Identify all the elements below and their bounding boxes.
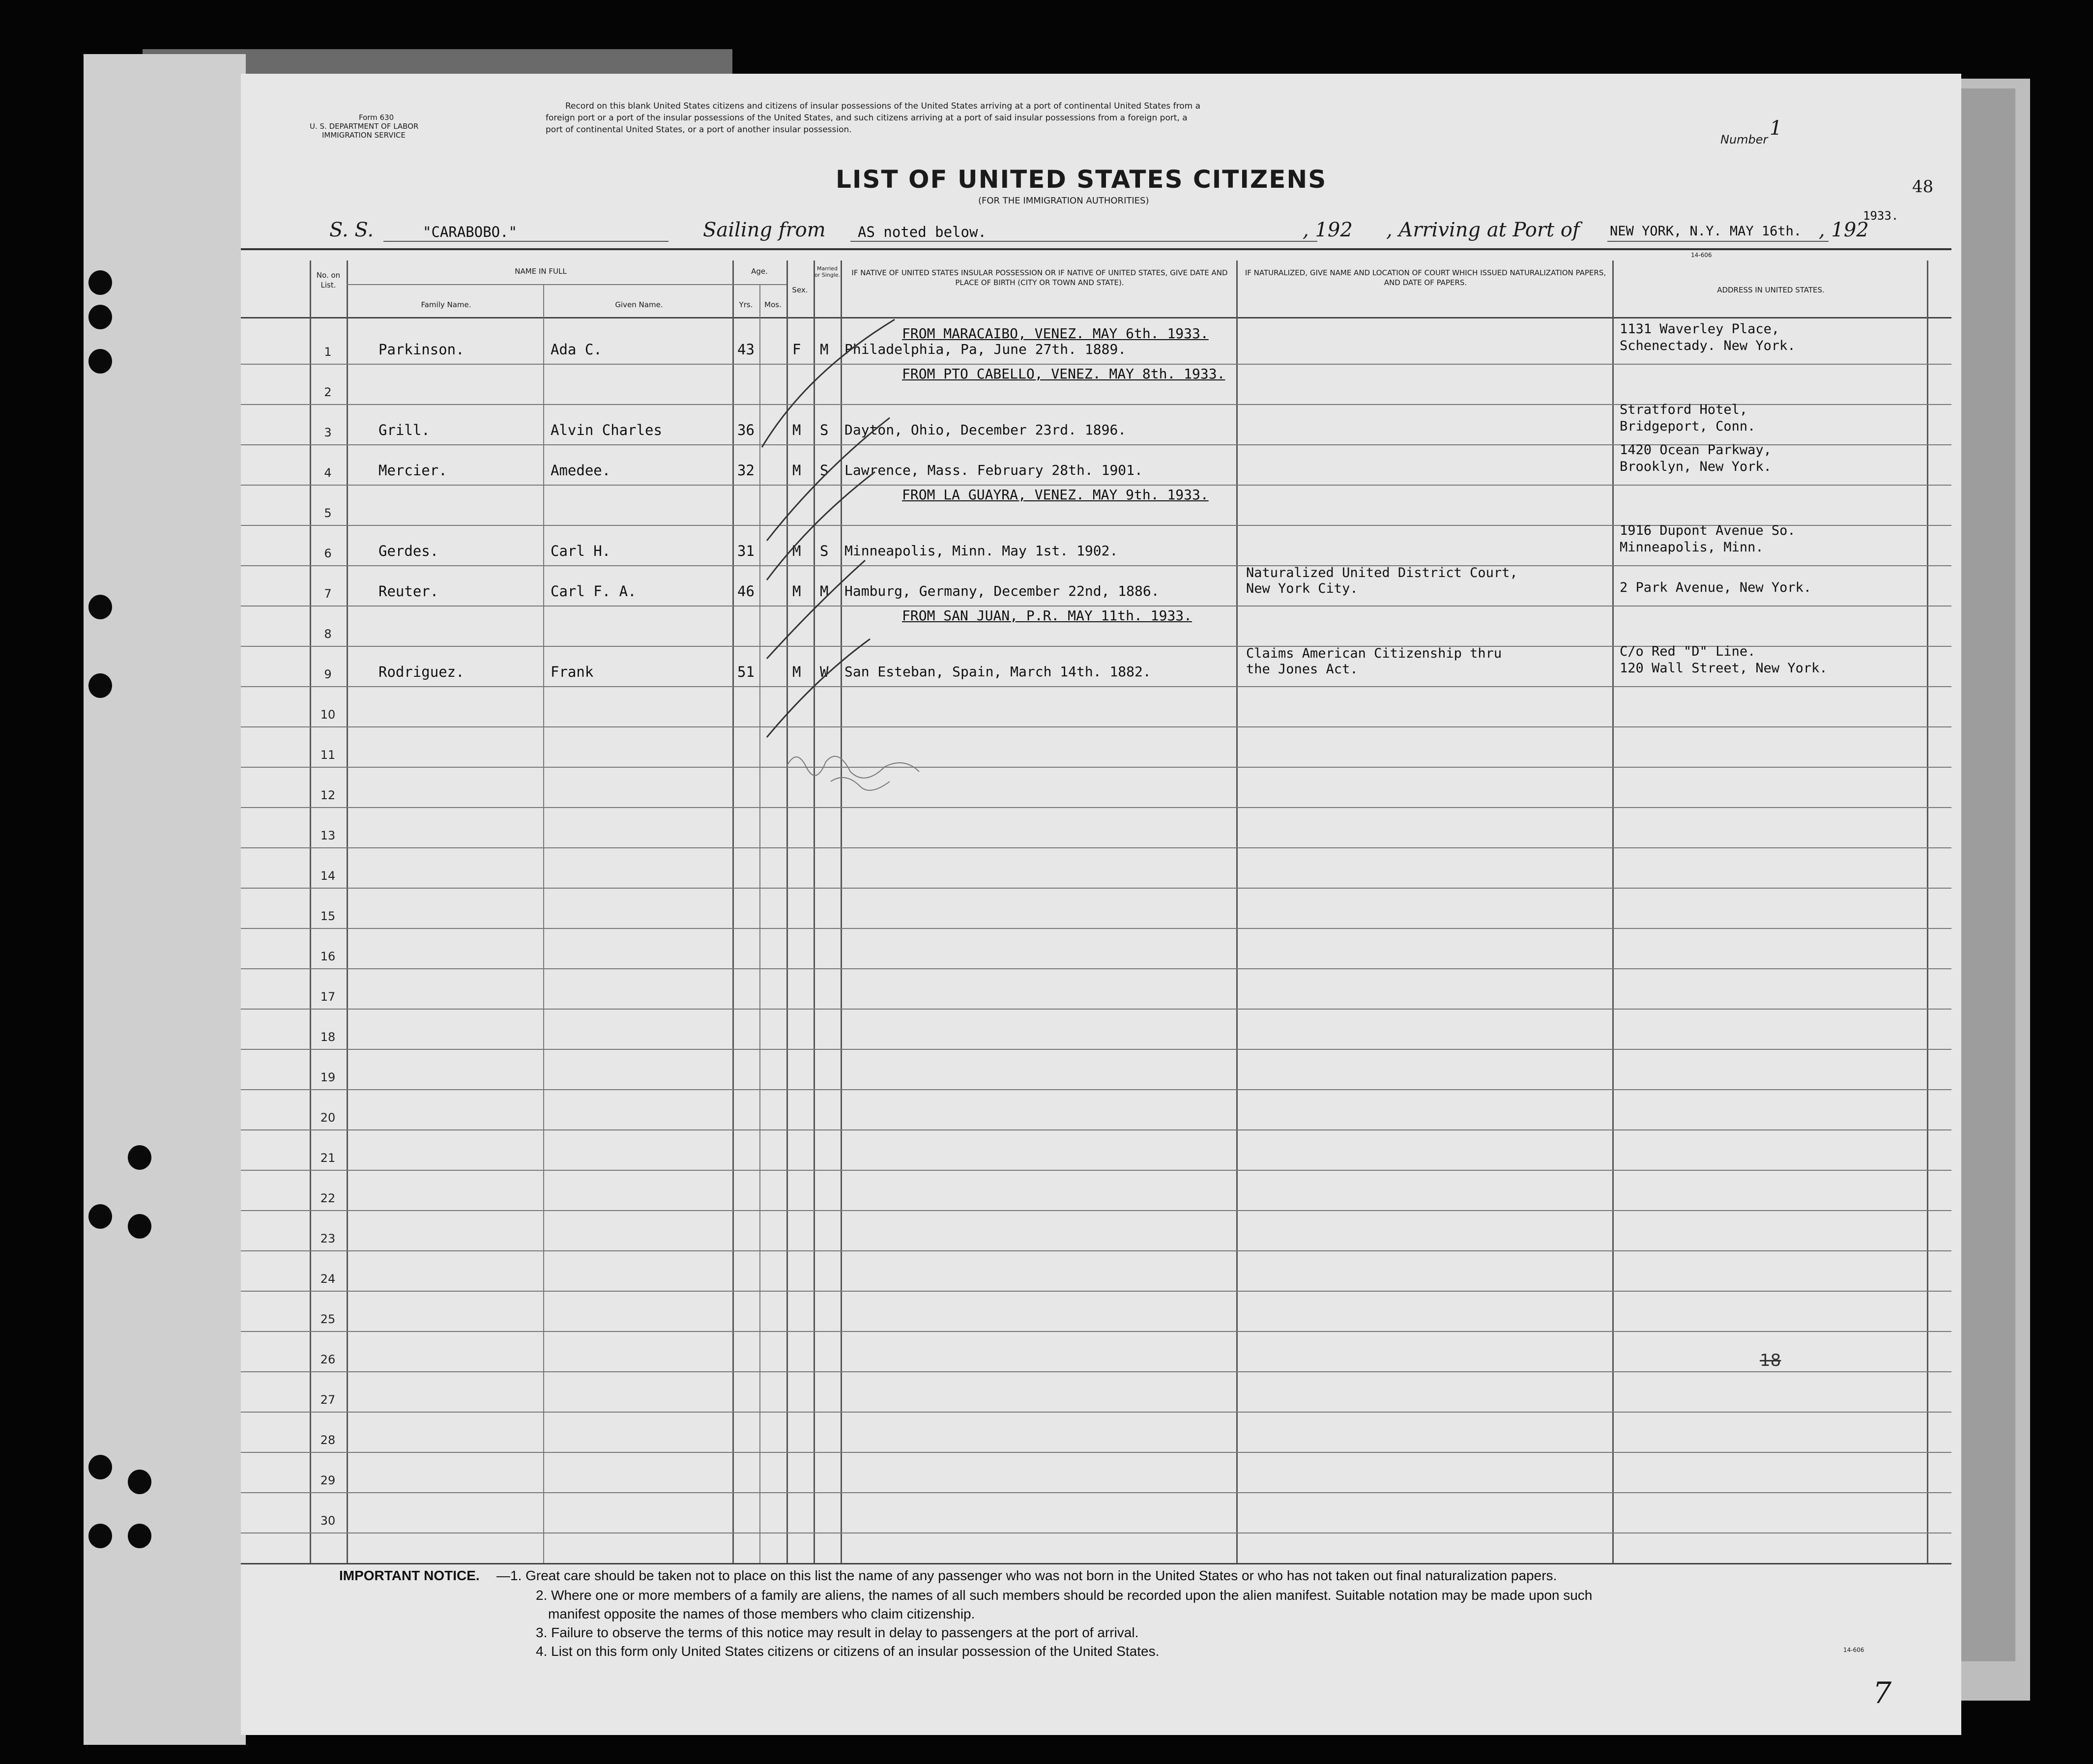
department-line: U. S. DEPARTMENT OF LABOR bbox=[310, 122, 419, 131]
row-rule bbox=[241, 928, 1951, 929]
marital-status: S bbox=[820, 422, 829, 438]
row-number: 8 bbox=[324, 627, 332, 641]
col-header-naturalized: IF NATURALIZED, GIVE NAME AND LOCATION OF COURT WHICH ISSUED NATURALIZATION PAPERS, AND DATE OF PAPERS. bbox=[1245, 268, 1606, 287]
page-subtitle: (FOR THE IMMIGRATION AUTHORITIES) bbox=[978, 196, 1149, 206]
address-line-2: 120 Wall Street, New York. bbox=[1620, 661, 1828, 676]
notice-item-3: 3. Failure to observe the terms of this notice may result in delay to passengers at the port of arrival. bbox=[536, 1625, 1139, 1640]
col-header-name: NAME IN FULL bbox=[515, 267, 567, 276]
birth-place-date: Hamburg, Germany, December 22nd, 1886. bbox=[844, 583, 1160, 599]
row-rule bbox=[241, 1452, 1951, 1453]
col-header-mos: Mos. bbox=[764, 300, 782, 309]
punch-hole-icon bbox=[128, 1470, 151, 1494]
punch-hole-icon bbox=[88, 349, 112, 374]
age-years: 36 bbox=[737, 422, 755, 438]
given-name: Ada C. bbox=[551, 341, 602, 358]
row-number: 1 bbox=[324, 345, 332, 359]
row-number: 9 bbox=[324, 667, 332, 681]
row-number: 30 bbox=[320, 1514, 336, 1528]
section-heading: FROM SAN JUAN, P.R. MAY 11th. 1933. bbox=[902, 607, 1192, 624]
row-number: 23 bbox=[320, 1232, 336, 1245]
row-rule bbox=[241, 1492, 1951, 1493]
left-binding-strip bbox=[84, 54, 246, 1745]
ship-name: "CARABOBO." bbox=[423, 224, 518, 240]
row-number: 17 bbox=[320, 990, 336, 1004]
row-number: 4 bbox=[324, 466, 332, 480]
marital-status: S bbox=[820, 462, 829, 479]
row-number: 5 bbox=[324, 506, 332, 520]
marital-status: M bbox=[820, 583, 829, 600]
service-line: IMMIGRATION SERVICE bbox=[322, 131, 406, 140]
row-number: 6 bbox=[324, 547, 332, 560]
punch-hole-icon bbox=[88, 1524, 112, 1548]
row-rule bbox=[241, 1331, 1951, 1332]
birth-place-date: San Esteban, Spain, March 14th. 1882. bbox=[844, 664, 1151, 680]
given-name: Amedee. bbox=[551, 462, 611, 479]
birth-place-date: Dayton, Ohio, December 23rd. 1896. bbox=[844, 422, 1127, 438]
section-heading: FROM LA GUAYRA, VENEZ. MAY 9th. 1933. bbox=[902, 487, 1209, 503]
age-years: 46 bbox=[737, 583, 755, 600]
row-number: 20 bbox=[320, 1111, 336, 1125]
punch-hole-icon bbox=[88, 1455, 112, 1479]
col-header-address: ADDRESS IN UNITED STATES. bbox=[1717, 286, 1825, 294]
row28-mark: 18 bbox=[1760, 1351, 1781, 1370]
age-years: 31 bbox=[737, 543, 755, 559]
row-number: 15 bbox=[320, 909, 336, 923]
ship-label: S. S. bbox=[329, 219, 374, 241]
page-stamp: 48 bbox=[1912, 177, 1934, 197]
row-number: 29 bbox=[320, 1474, 336, 1487]
form-code-top: 14-606 bbox=[1691, 252, 1712, 259]
row-number: 2 bbox=[324, 385, 332, 399]
address-line-1: 1131 Waverley Place, bbox=[1620, 321, 1780, 337]
row-rule bbox=[241, 888, 1951, 889]
punch-hole-icon bbox=[88, 673, 112, 698]
row-rule bbox=[241, 1009, 1951, 1010]
punch-hole-icon bbox=[88, 595, 112, 619]
age-years: 43 bbox=[737, 341, 755, 358]
marital-status: M bbox=[820, 341, 829, 358]
sex: M bbox=[792, 543, 801, 559]
row-number: 22 bbox=[320, 1191, 336, 1205]
col-header-age: Age. bbox=[751, 267, 768, 276]
right-sheet-edge bbox=[1961, 88, 2015, 1661]
corner-mark: 7 bbox=[1873, 1676, 1892, 1710]
notice-heading: IMPORTANT NOTICE. bbox=[339, 1568, 480, 1583]
row-number: 27 bbox=[320, 1393, 336, 1407]
row-rule bbox=[241, 1129, 1951, 1130]
address-line-2: Brooklyn, New York. bbox=[1620, 459, 1772, 474]
arriving-value: NEW YORK, N.Y. MAY 16th. bbox=[1610, 224, 1802, 239]
instructions-line-1: Record on this blank United States citizens and citizens of insular possessions of the United States arriving at a port of continental United States from a bbox=[565, 101, 1201, 111]
family-name: Reuter. bbox=[378, 583, 439, 600]
number-value: 1 bbox=[1770, 117, 1782, 140]
row-number: 28 bbox=[320, 1433, 336, 1447]
address-line-2: Schenectady. New York. bbox=[1620, 338, 1796, 353]
row-number: 10 bbox=[320, 708, 336, 722]
row-number: 18 bbox=[320, 1030, 336, 1044]
punch-hole-icon bbox=[88, 305, 112, 329]
section-heading: FROM MARACAIBO, VENEZ. MAY 6th. 1933. bbox=[902, 325, 1209, 342]
notice-item-4: 4. List on this form only United States citizens or citizens of an insular possession of the United States. bbox=[536, 1644, 1160, 1659]
row-number: 19 bbox=[320, 1070, 336, 1084]
row-number: 11 bbox=[320, 748, 336, 762]
given-name: Carl F. A. bbox=[551, 583, 637, 600]
family-name: Mercier. bbox=[378, 462, 447, 479]
instructions-line-3: port of continental United States, or a port of another insular possession. bbox=[546, 125, 852, 135]
col-header-married: Married or Single. bbox=[814, 265, 841, 278]
col-header-yrs: Yrs. bbox=[739, 300, 753, 309]
marital-status: W bbox=[820, 664, 829, 680]
form-number: Form 630 bbox=[359, 113, 394, 122]
naturalization-line-2: the Jones Act. bbox=[1246, 662, 1358, 677]
sailing-label: Sailing from bbox=[703, 219, 826, 241]
punch-hole-icon bbox=[128, 1145, 151, 1170]
row-number: 21 bbox=[320, 1151, 336, 1165]
notice-item-2-cont: manifest opposite the names of those members who claim citizenship. bbox=[548, 1606, 975, 1621]
age-years: 32 bbox=[737, 462, 755, 479]
row-rule bbox=[241, 1412, 1951, 1413]
row-rule bbox=[241, 1049, 1951, 1050]
age-years: 51 bbox=[737, 664, 755, 680]
section-heading: FROM PTO CABELLO, VENEZ. MAY 8th. 1933. bbox=[902, 366, 1225, 382]
birth-place-date: Minneapolis, Minn. May 1st. 1902. bbox=[844, 543, 1118, 559]
sex: M bbox=[792, 664, 801, 680]
punch-hole-icon bbox=[128, 1524, 151, 1548]
address-line-2: Minneapolis, Minn. bbox=[1620, 540, 1764, 555]
table-bottom-rule bbox=[241, 1563, 1951, 1564]
sailing-value: AS noted below. bbox=[858, 224, 987, 240]
row-rule bbox=[241, 1089, 1951, 1090]
form-code-bottom: 14-606 bbox=[1843, 1647, 1864, 1653]
punch-hole-icon bbox=[88, 1204, 112, 1229]
row-number: 14 bbox=[320, 869, 336, 883]
year-value: 1933. bbox=[1863, 209, 1899, 223]
row-number: 13 bbox=[320, 829, 336, 842]
row-number: 3 bbox=[324, 426, 332, 439]
family-name: Grill. bbox=[378, 422, 430, 438]
col-header-no: No. on List. bbox=[316, 271, 341, 289]
handwritten-check-marks bbox=[732, 285, 1175, 875]
given-name: Carl H. bbox=[551, 543, 611, 559]
naturalization-line-2: New York City. bbox=[1246, 581, 1358, 596]
row-rule bbox=[241, 1250, 1951, 1251]
row-rule bbox=[241, 968, 1951, 969]
marital-status: S bbox=[820, 543, 829, 559]
row-rule bbox=[241, 1170, 1951, 1171]
year-prefix: , 192 bbox=[1303, 219, 1353, 241]
row-number: 12 bbox=[320, 788, 336, 802]
col-header-given-name: Given Name. bbox=[615, 300, 663, 309]
col-header-sex: Sex. bbox=[792, 286, 808, 294]
row-rule bbox=[241, 1210, 1951, 1211]
address-line-1: 1420 Ocean Parkway, bbox=[1620, 442, 1772, 458]
given-name: Frank bbox=[551, 664, 594, 680]
notice-item-2: 2. Where one or more members of a family are aliens, the names of all such members should be recorded upon the alien manifest. Suitable notation may be made upon such bbox=[536, 1588, 1593, 1603]
row-rule bbox=[241, 1291, 1951, 1292]
col-header-family-name: Family Name. bbox=[421, 300, 471, 309]
manifest-form bbox=[241, 74, 1961, 1735]
row-number: 26 bbox=[320, 1353, 336, 1366]
given-name: Alvin Charles bbox=[551, 422, 662, 438]
sex: M bbox=[792, 583, 801, 600]
family-name: Rodriguez. bbox=[378, 664, 465, 680]
page-title: LIST OF UNITED STATES CITIZENS bbox=[836, 165, 1327, 194]
row-number: 7 bbox=[324, 587, 332, 601]
address-line-2: 2 Park Avenue, New York. bbox=[1620, 580, 1812, 595]
sex: M bbox=[792, 422, 801, 438]
address-line-1: 1916 Dupont Avenue So. bbox=[1620, 523, 1796, 538]
address-line-2: Bridgeport, Conn. bbox=[1620, 419, 1756, 434]
row-number: 25 bbox=[320, 1312, 336, 1326]
sex: F bbox=[792, 341, 801, 358]
family-name: Gerdes. bbox=[378, 543, 439, 559]
naturalization-line-1: Naturalized United District Court, bbox=[1246, 565, 1518, 580]
address-line-1: C/o Red "D" Line. bbox=[1620, 644, 1756, 659]
row-number: 24 bbox=[320, 1272, 336, 1286]
notice-item-1: —1. Great care should be taken not to place on this list the name of any passenger who was not born in the United States or who has not taken out final naturalization papers. bbox=[496, 1568, 1557, 1583]
instructions-line-2: foreign port or a port of the insular possessions of the United States, and such citizens arriving at a port of said insular possessions from a foreign port, a bbox=[546, 113, 1188, 123]
naturalization-line-1: Claims American Citizenship thru bbox=[1246, 646, 1502, 661]
address-line-1: Stratford Hotel, bbox=[1620, 402, 1748, 417]
row-number: 16 bbox=[320, 950, 336, 963]
punch-hole-icon bbox=[128, 1214, 151, 1239]
number-label: Number bbox=[1720, 133, 1768, 146]
birth-place-date: Lawrence, Mass. February 28th. 1901. bbox=[844, 462, 1143, 478]
birth-place-date: Philadelphia, Pa, June 27th. 1889. bbox=[844, 341, 1127, 357]
punch-hole-icon bbox=[88, 270, 112, 295]
row-rule bbox=[241, 1371, 1951, 1372]
arriving-label: , Arriving at Port of bbox=[1386, 219, 1580, 241]
year-prefix: , 192 bbox=[1819, 219, 1869, 241]
family-name: Parkinson. bbox=[378, 341, 465, 358]
col-header-birth: IF NATIVE OF UNITED STATES INSULAR POSSESSION OR IF NATIVE OF UNITED STATES, GIVE DATE AND PLACE OF BIRTH (CITY OR TOWN AND STATE). bbox=[851, 268, 1228, 287]
sex: M bbox=[792, 462, 801, 479]
